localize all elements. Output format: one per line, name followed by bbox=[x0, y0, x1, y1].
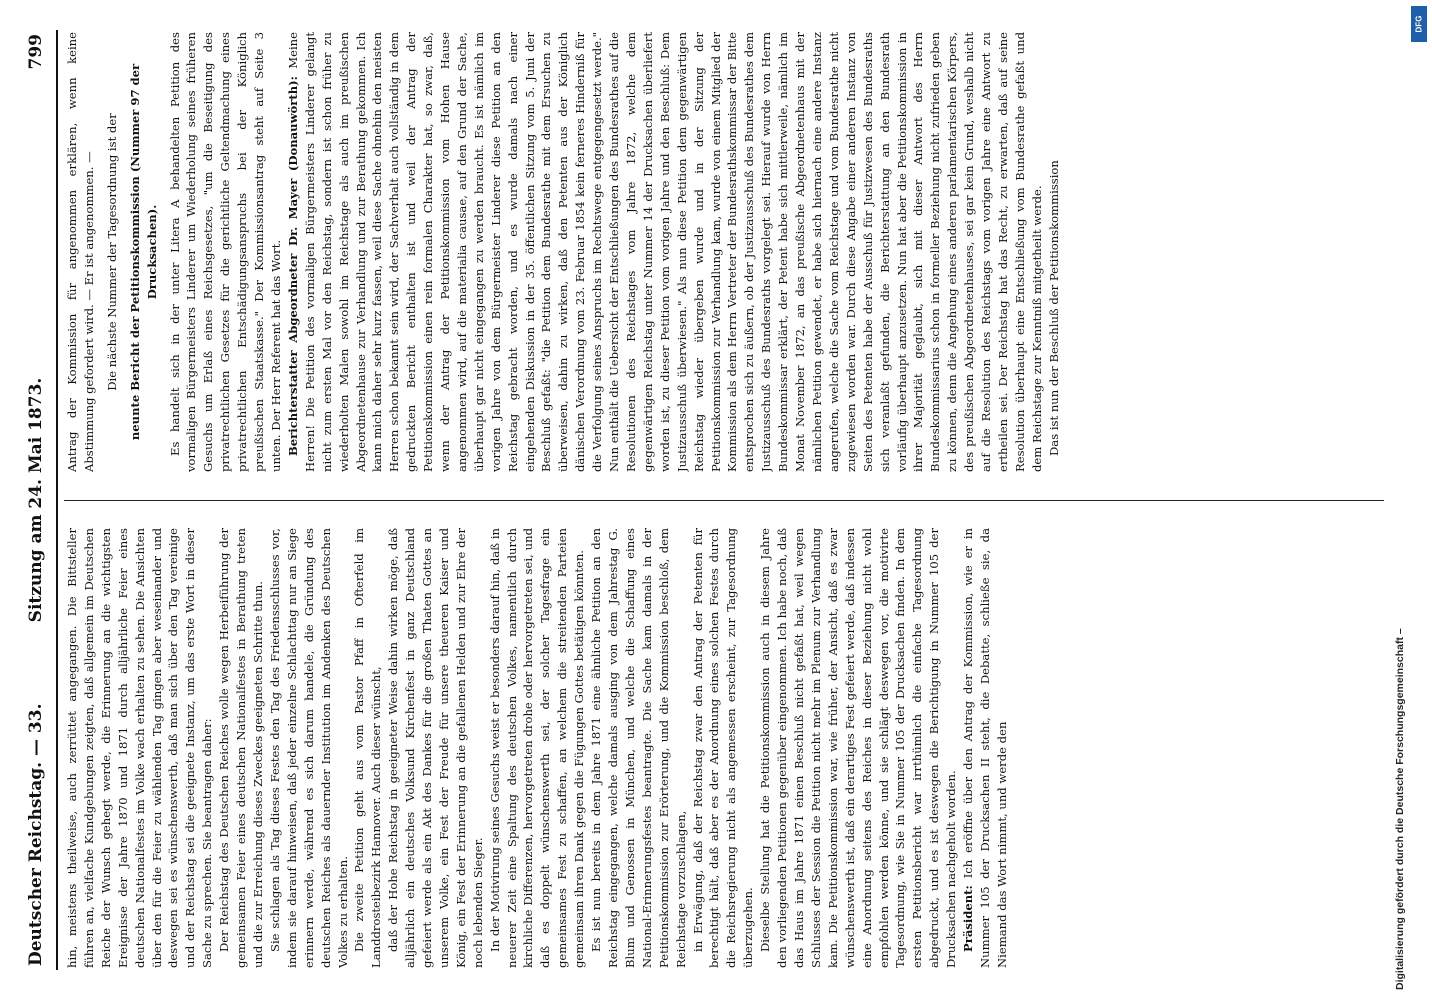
digitization-credit: Digitalisierung gefördert durch die Deutsche Forschungsgemeinschaft – bbox=[1394, 628, 1406, 990]
resolution-quote: in Erwägung, daß der Reichstag zwar den Antrag der Petenten für berechtigt hält, daß aber es der Anordnung eines solchen Festes durch die Reichsregierung nicht als angemessen erscheint, zur Tagesordnung überzugehen. bbox=[690, 528, 756, 968]
speech-text: Ich eröffne über den Antrag der Kommission, wie er in Nummer 105 der Drucksachen II steht, die Debatte, schließe sie, da Niemand das Wort nimmt, und werde den bbox=[961, 528, 1009, 968]
paragraph: Dieselbe Stellung hat die Petitionskommission auch in diesem Jahre den vorliegenden Petitionen gegenüber eingenommen. Ich habe noch, daß das Haus im Jahre 1871 einen Beschluß nicht gefaßt hat, weil wegen Schlusses der Session die Petition nicht mehr im Plenum zur Verhandlung kam. Die Petitionskommission war, wie früher, der Ansicht, daß es zwar wünschenswerth ist, daß ein derartiges Fest gefeiert werde, daß indessen eine Anordnung seitens des Reiches in dieser Beziehung nicht wohl empfohlen werden könne, und sie schlägt deswegen vor, die motivirte Tagesordnung, wie Sie in Nummer 105 der Drucksachen finden. In dem ersten Petitionsbericht war irrthümlich die einfache Tagesordnung abgedruckt, und es ist deswegen die Berichtigung in Nummer 105 der Drucksachen nachgeholt worden. bbox=[758, 528, 959, 968]
page-number: 799 bbox=[26, 34, 46, 70]
speech-text: Meine Herren! Die Petition des vormaligen Bürgermeisters Linderer gelangt nicht zum ersten Mal vor den Reichstag, sondern ist schon früher zu wiederholten Malen sowohl im Reichstage als auch im preußischen Abgeordnetenhause zur Verhandlung und zur Berathung gekommen. Ich kann mich daher sehr kurz fassen, weil diese Sache ohnehin den meisten Herren schon bekannt sein wird, der Sachverhalt auch vollständig in dem gedruckten Bericht enthalten ist und weil der Antrag der Petitionskommission einen rein formalen Charakter hat, so zwar, daß, wenn der Antrag der Petitionskommission vom Hohen Hause angenommen wird, auf die materialia causae, auf den Grund der Sache, überhaupt gar nicht eingegangen zu werden braucht. Es ist nämlich im vorigen Jahre von dem Bürgermeister Linderer diese Petition an den Reichstag gebracht worden, und es wurde damals nach einer eingehenden Diskussion in der 35. öffentlichen Sitzung vom 5. Juni der Beschluß gefaßt: "die Petition dem Bundesrathe mit dem Ersuchen zu überweisen, dahin zu wirken, daß den Petenten aus der Königlich dänischen Verordnung vom 23. Februar 1854 kein ferneres Hinderniß für die Verfolgung seines Anspruchs im Rechtswege entgegengesetzt werde." Nun enthält die Uebersicht der Entschließungen des Bundesrathes auf die Resolutionen des Reichstages vom Jahre 1872, welche dem gegenwärtigen Reichstag unter Nummer 14 der Drucksachen überliefert worden ist, zu dieser Petition vom vorigen Jahre und den Beschluß: Dem Justizausschuß überwiesen." Als nun diese Petition dem gegenwärtigen Reichstag wieder übergeben wurde und in der Sitzung der Petitionskommission zur Verhandlung kam, wurde von einem Mitglied der Kommission als dem Herrn Vertreter der Bundesrathskommissar der Bitte entsprochen sich zu äußern, ob der Justizausschuß des Bundesrathes dem Justizausschuß des Bundesraths vorgelegt sei. Hierauf wurde von Herrn Bundeskommissar erklärt, der Petent habe sich mittlerweile, nämlich im Monat November 1872, an das preußische Abgeordnetenhaus mit der nämlichen Petition gewendet, er habe sich hiernach eine andere Instanz angerufen, welche die Sache vom Reichstage und vom Bundesrathe nicht zugewiesen worden war. Durch diese Angabe einer anderen Instanz von Seiten des Petenten habe der Ausschuß für Justizwesen des Bundesraths sich veranlaßt gefunden, die Berichterstattung an den Bundesrath vorläufig überhaupt anzusetzen. Nun hat aber die Petitionskommission in ihrer Majorität geglaubt, sich mit dieser Antwort des Herrn Bundeskommissarius schon in formeller Beziehung nicht zufrieden geben zu können, denn die Angehung eines anderen parlamentarischen Körpers, des preußischen Abgeordnetenhauses, sei gar kein Grund, weshalb nicht auf die Resolution des Reichstags vom vorigen Jahre eine Antwort zu ertheilen sei. Der Reichstag hat das Recht, zu erwarten, daß auf seine Resolution überhaupt eine Entschließung vom Bundesrathe gefaßt und dem Reichstage zur Kenntniß mitgetheilt werde. bbox=[285, 32, 1044, 472]
header-session-date: Sitzung am 24. Mai 1873. bbox=[26, 377, 46, 623]
paragraph: Antrag der Kommission für angenommen erklären, wenn keine Abstimmung gefordert wird. — Er ist angenommen. — bbox=[65, 32, 96, 472]
right-column bbox=[64, 32, 1394, 472]
speaker-label: Präsident: bbox=[961, 885, 976, 952]
proposal-quote: daß der Hohe Reichstag in geeigneter Weise dahin wirken möge, daß alljährlich ein deutsches Volksund Kirchenfest in ganz Deutschland gefeiert werde als ein Akt des Dankes für die großen Thaten Gottes an unserem Volke, ein Fest der Freude für unsere theueren Kaiser und König, ein Fest der Erinnerung an die gefallenen Helden und zur Ehre der noch lebenden Sieger. bbox=[386, 528, 485, 968]
agenda-line: Die nächste Nummer der Tagesordnung ist der bbox=[104, 113, 119, 391]
paragraph: Die zweite Petition geht aus vom Pastor Pfaff in Ofterfeld im Landdrosteibezirk Hannover. Auch dieser wünscht, bbox=[352, 528, 384, 968]
proposal-quote: Der Reichstag des Deutschen Reiches wolle wegen Herbeiführung der gemeinsamen Feier eines deutschen Nationalfestes in Berathung treten und die zur Erreichung dieses Zweckes geeigneten Schritte thun. bbox=[217, 528, 265, 968]
column-divider bbox=[64, 500, 1384, 501]
paragraph: Es handelt sich in der unter Litera A behandelten Petition des vormaligen Bürgermeisters Linderer um Wiederholung seines früheren Gesuchs um Erlaß eines Reichsgesetzes, "um die Beseitigung des privatrechtlichen Gesetzes für die gerichtliche Geltendmachung eines privatrechtlichen Entschädigungsanspruchs bei der Königlich preußischen Staatskasse." Der Kommissionsantrag steht auf Seite 3 unten. Der Herr Referent hat das Wort. bbox=[167, 32, 283, 472]
paragraph: In der Motivirung seines Gesuchs weist er besonders darauf hin, daß in neuerer Zeit eine Spaltung des deutschen Volkes, namentlich durch kirchliche Differenzen, hervorgetreten drohe oder hervorgetreten sei, und daß es doppelt wünschenswerth sei, der solcher Tagesfrage ein gemeinsames Fest zu schaffen, an welchem die streitenden Parteien gemeinsam ihren Dank gegen die Fügungen Gottes betätigen könnten. bbox=[487, 528, 587, 968]
speaker-paragraph bbox=[285, 32, 1046, 472]
page-header bbox=[20, 0, 52, 1000]
president-paragraph bbox=[960, 528, 1011, 968]
speaker-label: Berichterstatter Abgeordneter Dr. Mayer (Donauwörth): bbox=[285, 76, 300, 456]
header-journal-title: Deutscher Reichstag. — 33. bbox=[26, 703, 46, 966]
dfg-logo: DFG bbox=[1411, 6, 1427, 42]
paragraph: Sie schlagen als Tag dieses Festes den Tag des Friedensschlusses vor, indem sie darauf hinweisen, daß jeder einzelne Schlachttag nur an Siege erinnern werde, während es sich darum handele, die Gründung des deutschen Reiches als dauernder Institution im Andenken des Deutschen Volkes zu erhalten. bbox=[267, 528, 350, 968]
paragraph: hin, meistens theilweise, auch zerrüttet angegangen. Die Bittsteller führen an, vielfache Kundgebungen zeigten, daß allgemein im Deutschen Reiche der Wunsch gehegt werde, die Erinnerung an die wichtigsten Ereignisse der Jahre 1870 und 1871 durch alljährliche Feier eines deutschen Nationalfestes im Volke wach erhalten zu sehen. Die Ansichten über den für die Feier zu wählenden Tag gingen aber weseinander und deswegen sei es wünschenswerth, daß man sich über den Tag vereinige und der Reichstag sei die geeignete Instanz, um das erste Wort in dieser Sache zu sprechen. Sie beantragen daher: bbox=[65, 528, 215, 968]
paragraph: Es ist nun bereits in dem Jahre 1871 eine ähnliche Petition an den Reichstag eingegangen, welche damals ausging von dem Jahrestag G. Blum und Genossen in München, und welche die Schaffung eines National-Erinnerungsfestes beantragte. Die Sache kam damals in der Petitionskommission zur Erörterung, und die Kommission beschloß, dem Reichstage vorzuschlagen, bbox=[589, 528, 688, 968]
left-column bbox=[64, 528, 1394, 968]
paragraph: Das ist nun der Beschluß der Petitionskommission bbox=[1046, 160, 1061, 456]
header-rule bbox=[56, 30, 58, 970]
section-heading: neunte Bericht der Petitionskommission (Nummer 97 der Drucksachen). bbox=[127, 63, 159, 441]
